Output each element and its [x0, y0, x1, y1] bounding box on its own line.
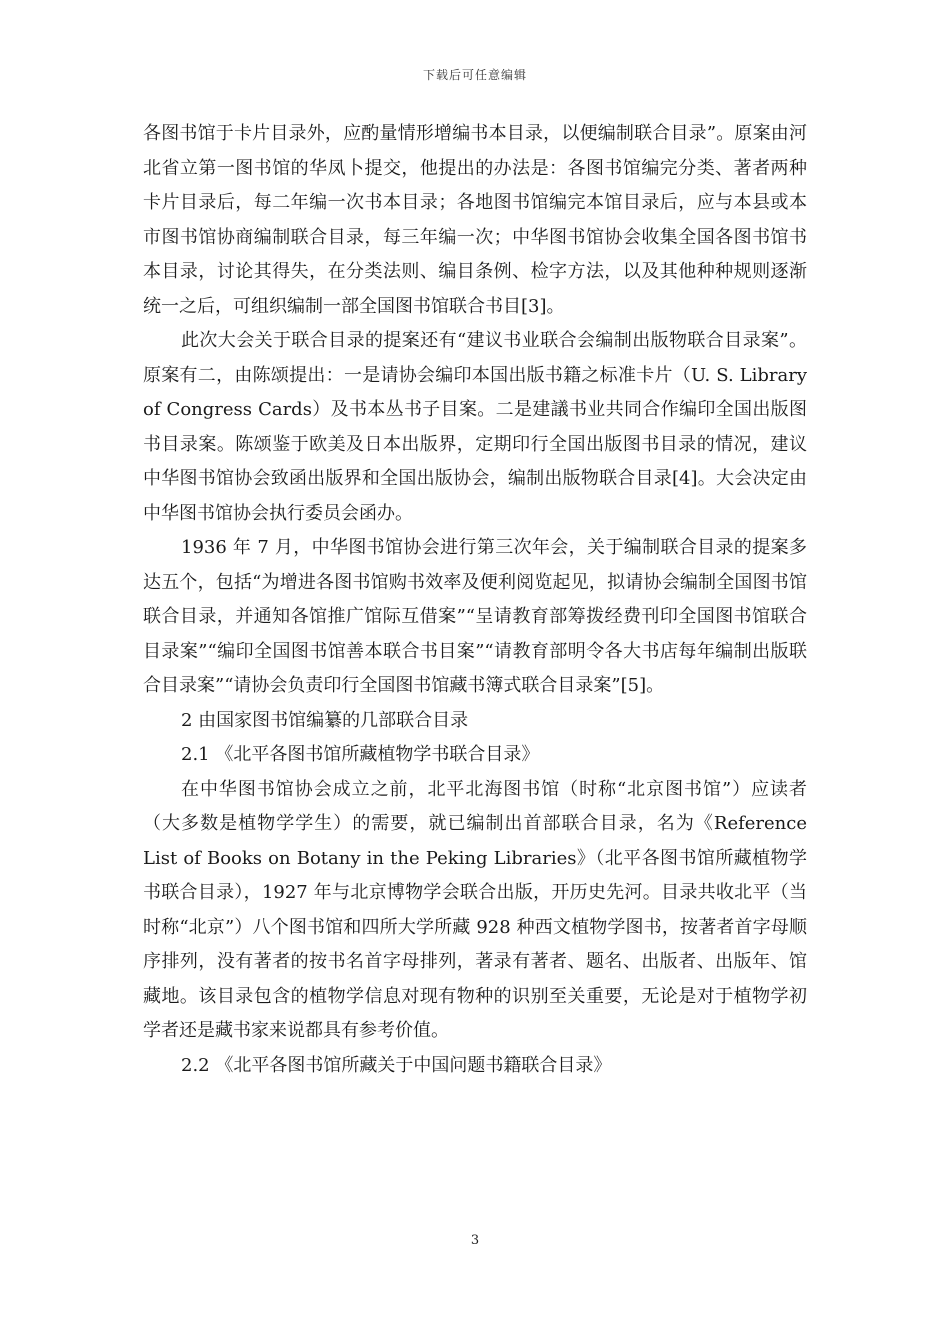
- document-body: [143, 117, 807, 1083]
- paragraph-botany-catalog: 在中华图书馆协会成立之前，北平北海图书馆（时称“北京图书馆”）应读者（大多数是植物学学生）的需要，就已编制出首部联合目录，名为《Reference List of Books on Botany in the Peking Libraries》（北平各图书馆所藏植物学书联合目录），1927 年与北京博物学会联合出版，开历史先河。目录共收北平（当时称“北京”）八个图书馆和四所大学所藏 928 种西文植物学图书，按著者首字母顺序排列，没有著者的按书名首字母排列，著录有著者、题名、出版者、出版年、馆藏地。该目录包含的植物学信息对现有物种的识别至关重要，无论是对于植物学初学者还是藏书家来说都具有参考价值。: [143, 778, 807, 1041]
- page-header: 下载后可任意编辑: [422, 68, 527, 82]
- paragraph-1936-annual-meeting: 1936 年 7 月，中华图书馆协会进行第三次年会，关于编制联合目录的提案多达五个，包括“为增进各图书馆购书效率及便利阅览起见，拟请协会编制全国图书馆联合目录，并通知各馆推广馆际互借案”“呈请教育部筹拨经费刊印全国图书馆联合目录案”“编印全国图书馆善本联合书目案”“请教育部明令各大书店每年编制出版联合目录案”“请协会负责印行全国图书馆藏书簿式联合目录案”[5]。: [143, 537, 807, 696]
- section-heading-2: 2 由国家图书馆编纂的几部联合目录: [181, 709, 469, 731]
- section-heading-2-2: 2.2 《北平各图书馆所藏关于中国问题书籍联合目录》: [181, 1054, 612, 1076]
- page-number: 3: [470, 1233, 480, 1248]
- paragraph-continuation: 各图书馆于卡片目录外，应酌量情形增编书本目录，以便编制联合目录”。原案由河北省立第一图书馆的华凤卜提交，他提出的办法是：各图书馆编完分类、著者两种卡片目录后，每二年编一次书本目录；各地图书馆编完本馆目录后，应与本县或本市图书馆协商编制联合目录，每三年编一次；中华图书馆协会收集全国各图书馆书本目录，讨论其得失，在分类法则、编目条例、检字方法，以及其他种种规则逐渐统一之后，可组织编制一部全国图书馆联合书目[3]。: [143, 123, 807, 317]
- section-heading-2-1: 2.1 《北平各图书馆所藏植物学书联合目录》: [181, 744, 540, 765]
- paragraph-union-catalog-proposals: 此次大会关于联合目录的提案还有“建议书业联合会编制出版物联合目录案”。原案有二，由陈颂提出：一是请协会编印本国出版书籍之标准卡片（U. S. Library of Congress Cards）及书本丛书子目案。二是建議书业共同合作编印全国出版图书目录案。陈颂鉴于欧美及日本出版界，定期印行全国出版图书目录的情况，建议中华图书馆协会致函出版界和全国出版协会，编制出版物联合目录[4]。大会决定由中华图书馆协会执行委员会函办。: [143, 330, 807, 524]
